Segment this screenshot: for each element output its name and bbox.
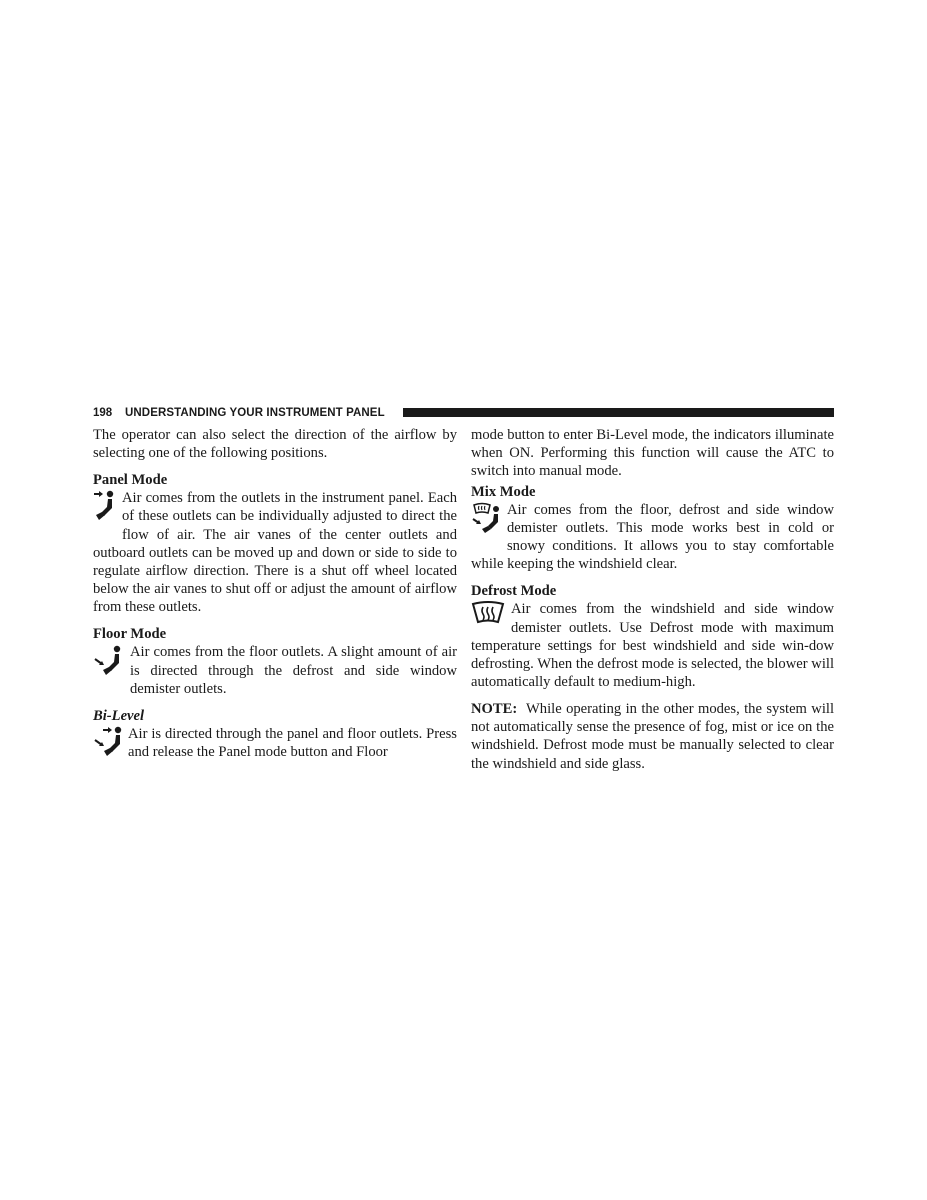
page-number: 198	[93, 407, 113, 419]
page-header	[93, 406, 834, 420]
defrost-mode-heading: Defrost Mode	[471, 583, 557, 600]
continuation-paragraph: mode button to enter Bi-Level mode, the indicators illuminate when ON. Performing this function will cause the ATC to switch into manual mode.	[471, 427, 834, 480]
floor-mode-icon	[93, 644, 128, 680]
right-column	[471, 426, 834, 773]
defrost-icon	[471, 601, 509, 627]
bi-level-text: Air is directed through the panel and floor outlets. Press and release the Panel mode button and Floor	[128, 725, 457, 761]
panel-mode-icon	[93, 490, 119, 526]
bi-level-icon	[93, 726, 127, 762]
note-paragraph	[471, 700, 834, 773]
floor-mode-text: Air comes from the floor outlets. A slight amount of air is directed through the defrost and side window demister outlets.	[130, 644, 457, 697]
mix-mode-text: Air comes from the floor, defrost and side window demister outlets. This mode works best in cold or snowy conditions. It allows you to stay comfortable while keeping the windshield clear.	[471, 501, 834, 573]
mix-mode-heading: Mix Mode	[471, 483, 536, 500]
left-column	[93, 426, 457, 762]
header-rule	[403, 408, 834, 417]
panel-mode-heading: Panel Mode	[93, 472, 168, 488]
defrost-mode-text: Air comes from the windshield and side window demister outlets. Use Defrost mode with maximum temperature settings for best windshield and side win-dow defrosting. When the defrost mode is selected, the blower will automatically default to medium-high.	[471, 601, 834, 691]
mix-mode-icon	[471, 502, 505, 538]
section-title: UNDERSTANDING YOUR INSTRUMENT PANEL	[125, 407, 385, 419]
floor-mode-heading: Floor Mode	[93, 626, 167, 643]
panel-mode-text: Air comes from the outlets in the instrument panel. Each of these outlets can be individually adjusted to direct the flow of air. The air vanes of the center outlets and outboard outlets can be moved up and down or side to side to regulate airflow direction. There is a shut off wheel located below the air vanes to shut off or adjust the amount of airflow from these outlets.	[93, 490, 457, 616]
note-label: NOTE:	[471, 701, 518, 718]
bi-level-heading: Bi-Level	[93, 707, 145, 724]
note-text: While operating in the other modes, the system will not automatically sense the presence of fog, mist or ice on the windshield. Defrost mode must be manually selected to clear the windshield and side glass.	[471, 701, 835, 772]
intro-paragraph: The operator can also select the direction of the airflow by selecting one of the following positions.	[93, 427, 457, 462]
